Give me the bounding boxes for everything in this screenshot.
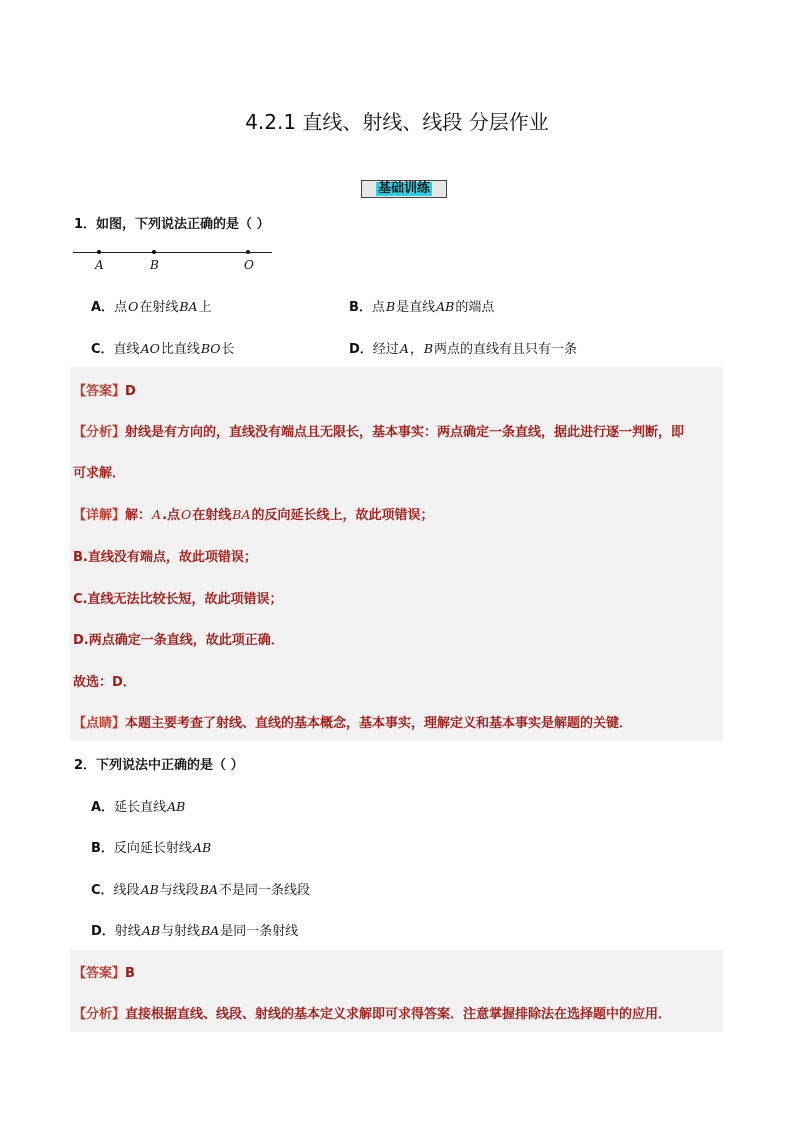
question-2-stem: 2．下列说法中正确的是（ ） — [74, 758, 244, 773]
q2-answer — [73, 962, 135, 981]
option-key: A． — [91, 300, 115, 315]
q1-option-d[interactable] — [349, 338, 577, 357]
q2-option-c[interactable] — [91, 879, 310, 898]
q1-answer — [73, 380, 136, 399]
q2-option-a[interactable] — [91, 796, 186, 815]
option-text: 经过 — [372, 342, 399, 357]
detail-text: .点 — [162, 508, 181, 523]
option-text: 上 — [198, 300, 212, 315]
analysis-text: 直接根据直线、线段、射线的基本定义求解即可求得答案．注意掌握排除法在选择题中的应用． — [125, 1007, 672, 1022]
option-text: 点 — [371, 300, 385, 315]
comment-text: 本题主要考查了射线、直线的基本概念，基本事实，理解定义和基本事实是解题的关键． — [125, 716, 633, 731]
analysis-label: 【分析】 — [73, 425, 126, 440]
q1-option-a[interactable] — [91, 296, 212, 315]
option-key: C． — [91, 342, 114, 357]
point-o-dot — [246, 250, 250, 254]
q2-analysis — [73, 1003, 671, 1022]
detail-text: 解： — [125, 508, 152, 523]
question-1-stem: 1．如图，下列说法正确的是（ ） — [74, 217, 270, 232]
answer-value: B — [125, 966, 135, 981]
math-var: O — [181, 507, 192, 522]
math-var: B — [423, 341, 434, 356]
option-text: 在射线 — [139, 300, 179, 315]
option-text: 线段 — [113, 883, 140, 898]
option-text: 的端点 — [455, 300, 495, 315]
option-text: 比直线 — [160, 342, 200, 357]
option-text: 长 — [221, 342, 235, 357]
point-o-label: O — [244, 258, 254, 272]
option-key: D． — [349, 342, 373, 357]
option-text: 射线 — [114, 924, 141, 939]
option-text: 点 — [114, 300, 128, 315]
option-text: 直线 — [113, 342, 140, 357]
option-text: 延长直线 — [114, 800, 167, 815]
math-var: BA — [179, 299, 198, 314]
math-var: BA — [201, 923, 220, 938]
math-var: BA — [199, 882, 219, 897]
math-var: B — [385, 299, 396, 314]
q1-detail-line-d: D.两点确定一条直线，故此项正确． — [73, 633, 284, 648]
math-var: A — [399, 341, 409, 356]
option-text: 是直线 — [396, 300, 436, 315]
point-b-label: B — [150, 258, 159, 272]
answer-value: D — [125, 384, 136, 399]
math-var: O — [128, 299, 139, 314]
q1-choice: 故选：D． — [73, 675, 136, 690]
math-var: AB — [436, 299, 455, 314]
option-text: 不是同一条线段 — [219, 883, 311, 898]
math-var: AO — [140, 341, 160, 356]
detail-label: 【详解】 — [73, 508, 126, 523]
math-var: AB — [192, 840, 212, 855]
option-text: 是同一条射线 — [220, 924, 299, 939]
q1-option-c[interactable] — [91, 338, 235, 357]
option-text: 两点的直线有且只有一条 — [434, 342, 578, 357]
analysis-label: 【分析】 — [73, 1007, 126, 1022]
comment-label: 【点睛】 — [73, 716, 126, 731]
answer-label: 【答案】 — [73, 966, 126, 981]
option-text: 与射线 — [161, 924, 201, 939]
page-title: 4.2.1 直线、射线、线段 分层作业 — [245, 110, 549, 134]
math-var: BO — [200, 341, 221, 356]
option-key: A． — [91, 800, 115, 815]
option-key: D． — [91, 924, 115, 939]
math-var: AB — [141, 923, 161, 938]
math-var: BA — [232, 507, 251, 522]
q1-comment — [73, 712, 632, 731]
math-var: AB — [167, 799, 186, 814]
q1-analysis-line1 — [73, 421, 684, 440]
option-text: 反向延长射线 — [113, 841, 192, 856]
q1-detail-line1 — [73, 504, 434, 523]
option-key: B． — [91, 841, 114, 856]
section-badge — [361, 180, 447, 198]
point-a-label: A — [95, 258, 104, 272]
q2-option-d[interactable] — [91, 920, 298, 939]
analysis-text: 射线是有方向的，直线没有端点且无限长，基本事实：两点确定一条直线，据此进行逐一判断，即 — [125, 425, 685, 440]
math-var: A — [152, 507, 162, 522]
answer-label: 【答案】 — [73, 384, 126, 399]
section-badge-label: 基础训练 — [377, 181, 430, 196]
q1-option-b[interactable] — [349, 296, 494, 315]
option-text: 与线段 — [159, 883, 199, 898]
math-var: AB — [140, 882, 159, 897]
option-key: B． — [349, 300, 372, 315]
q1-detail-line-b: B.直线没有端点，故此项错误； — [73, 550, 257, 565]
q1-detail-line-c: C.直线无法比较长短，故此项错误； — [73, 592, 283, 607]
point-a-dot — [97, 250, 101, 254]
q1-analysis-line2: 可求解． — [73, 466, 126, 481]
detail-text: 在射线 — [192, 508, 232, 523]
figure-line — [73, 252, 272, 253]
option-text: ， — [409, 342, 423, 357]
point-b-dot — [152, 250, 156, 254]
detail-text: 的反向延长线上，故此项错误； — [251, 508, 434, 523]
q2-option-b[interactable] — [91, 837, 212, 856]
option-key: C． — [91, 883, 114, 898]
